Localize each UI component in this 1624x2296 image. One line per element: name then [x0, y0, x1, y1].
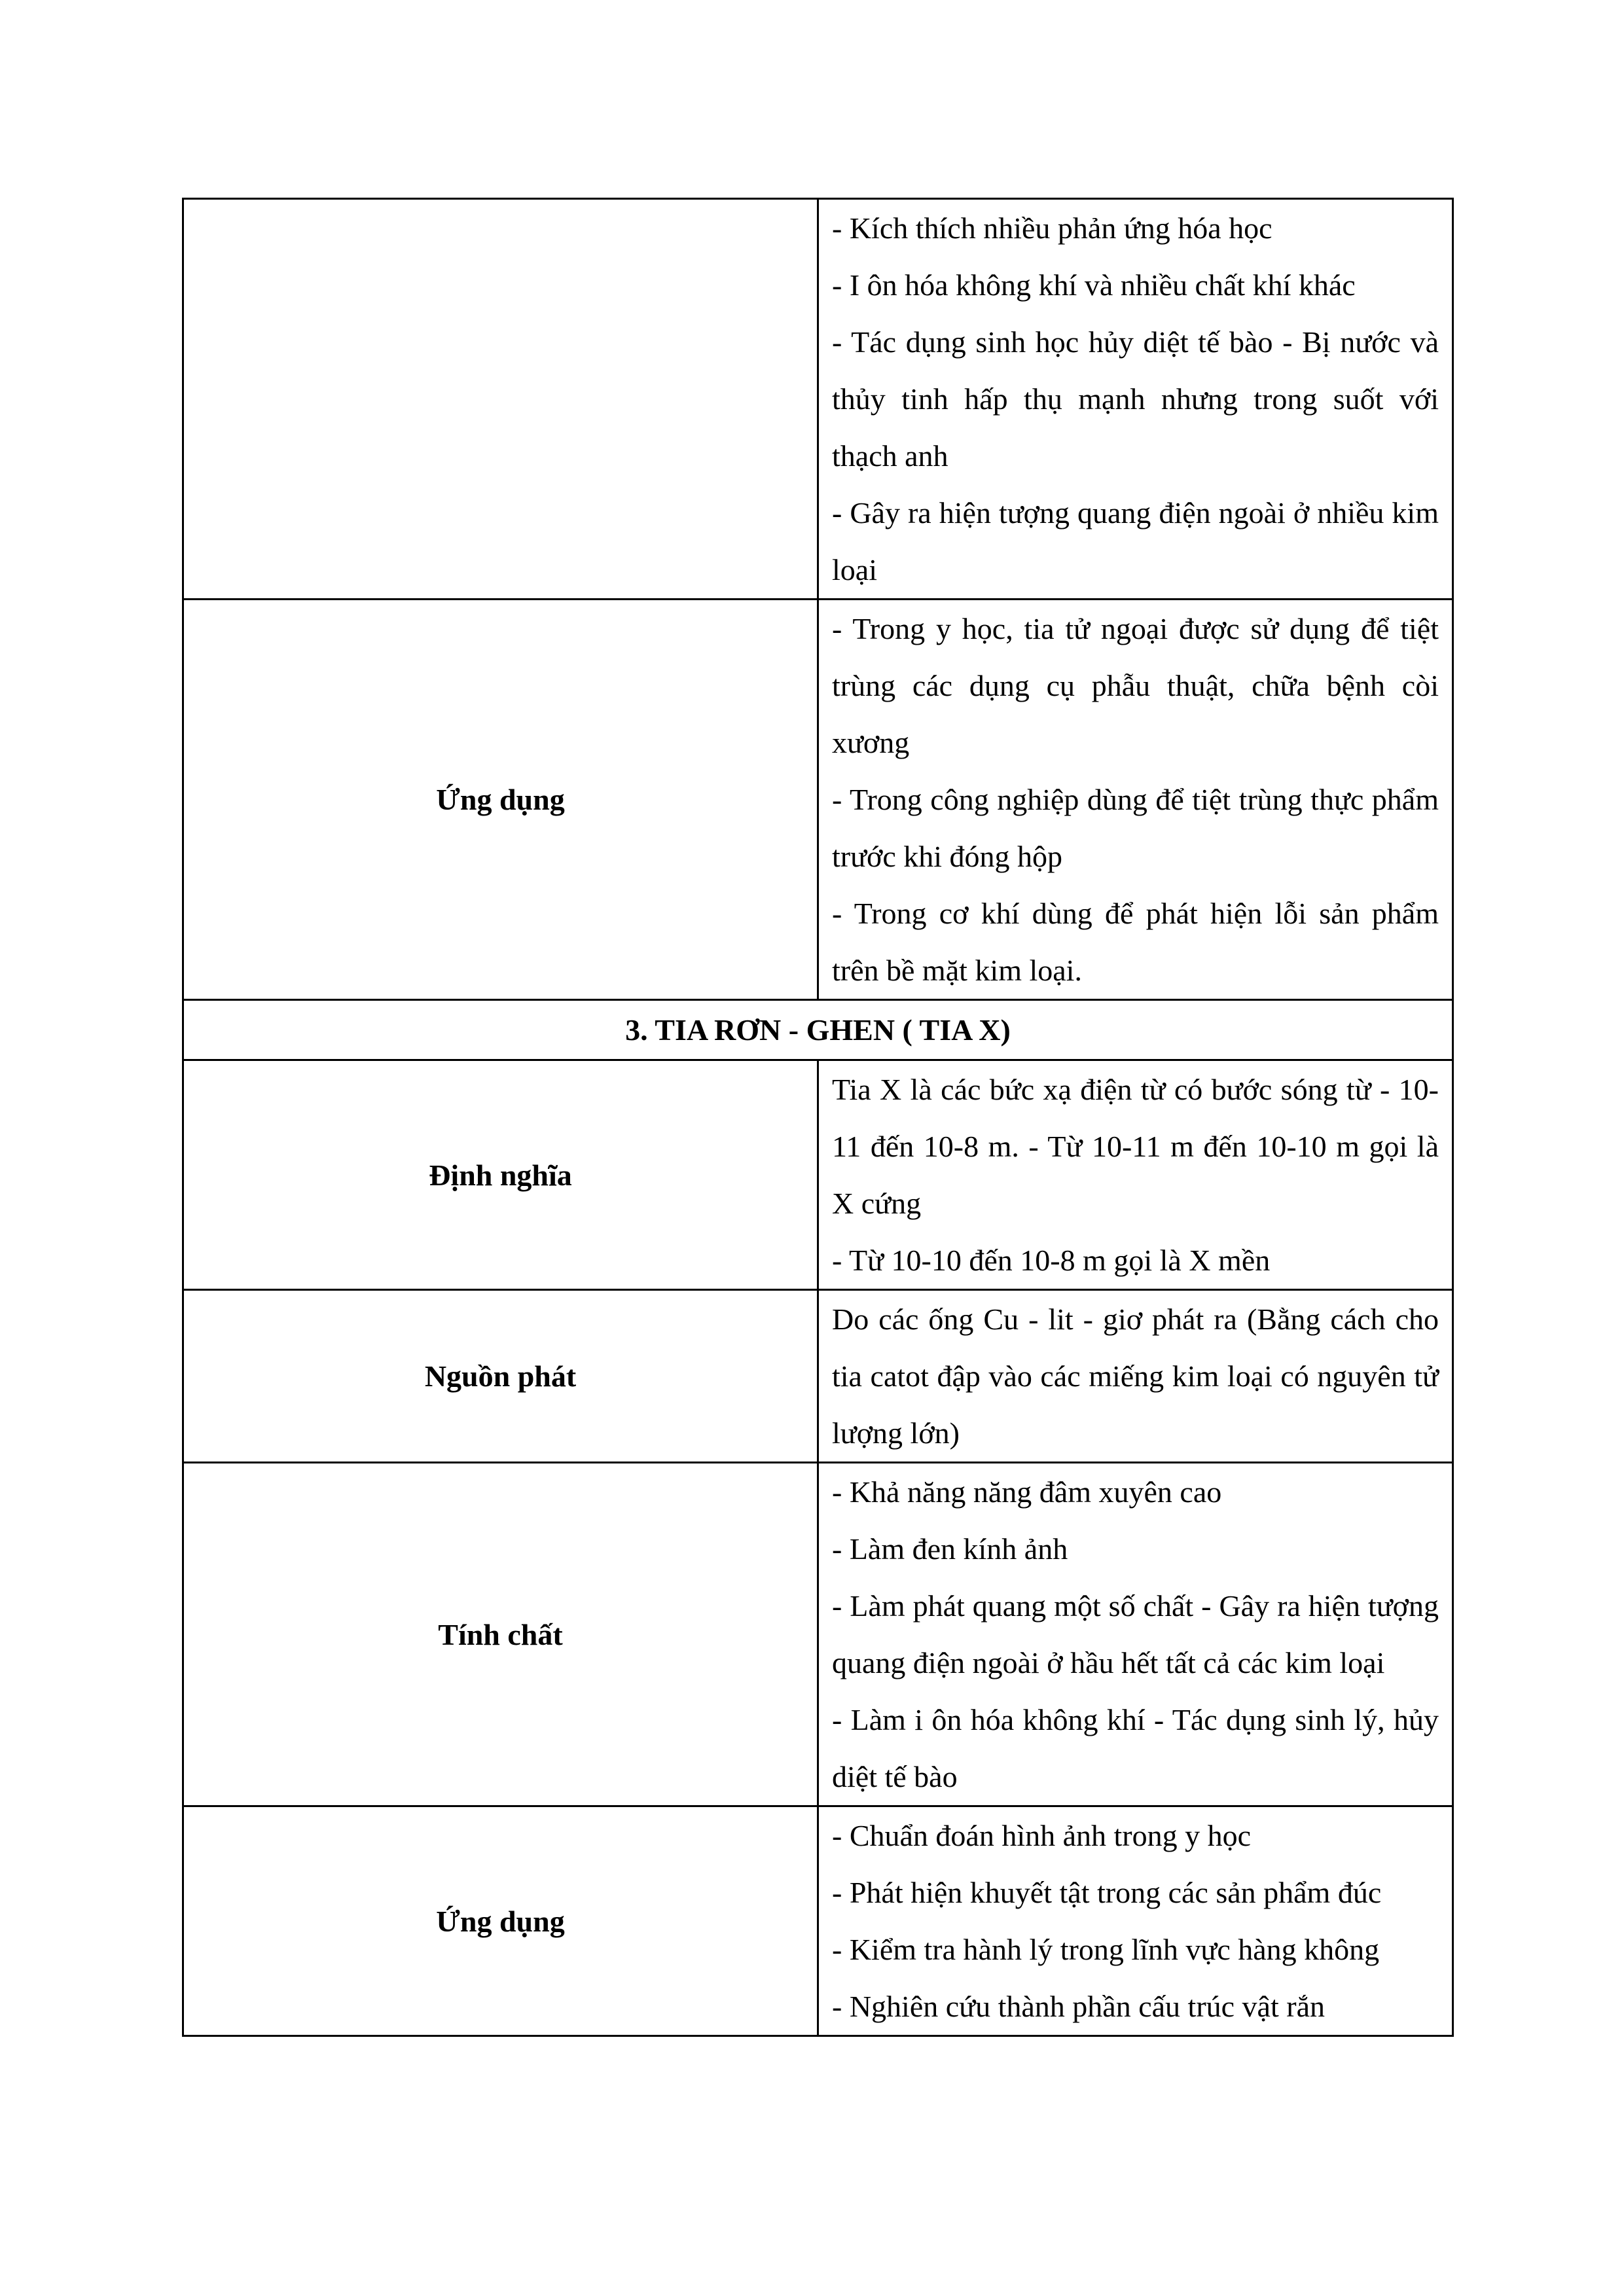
table-row-xray-properties: [183, 1463, 1453, 1806]
row-content: [818, 1463, 1453, 1806]
content-line: - Kích thích nhiều phản ứng hóa học: [832, 211, 1272, 245]
row-content: [818, 1806, 1453, 2036]
content-line: - Trong y học, tia tử ngoại được sử dụng để tiệt trùng các dụng cụ phẫu thuật, chữa bệnh còi xương: [832, 612, 1439, 759]
row-label: Tính chất: [183, 1463, 818, 1806]
properties-table: [182, 198, 1454, 2037]
section-title: 3. TIA RƠN - GHEN ( TIA X): [183, 1000, 1453, 1060]
content-line: - Làm i ôn hóa không khí - Tác dụng sinh lý, hủy diệt tế bào: [832, 1703, 1439, 1793]
table-row-xray-definition: [183, 1060, 1453, 1290]
content-line: - Nghiên cứu thành phần cấu trúc vật rắn: [832, 1990, 1325, 2023]
content-line: - Kiểm tra hành lý trong lĩnh vực hàng không: [832, 1933, 1380, 1966]
content-line: Tia X là các bức xạ điện từ có bước sóng từ - 10-11 đến 10-8 m. - Từ 10-11 m đến 10-10 m gọi là X cứng: [832, 1073, 1439, 1220]
content-line: - Từ 10-10 đến 10-8 m gọi là X mền: [832, 1244, 1271, 1277]
content-line: - Phát hiện khuyết tật trong các sản phẩm đúc: [832, 1876, 1382, 1909]
row-label: Ứng dụng: [183, 1806, 818, 2036]
row-content: [818, 1060, 1453, 1290]
table-row-uv-properties: [183, 199, 1453, 600]
row-content: [818, 1290, 1453, 1463]
table-row-xray-source: [183, 1290, 1453, 1463]
content-line: - Khả năng năng đâm xuyên cao: [832, 1475, 1222, 1509]
row-label: Định nghĩa: [183, 1060, 818, 1290]
row-label: [183, 199, 818, 600]
content-line: - Chuẩn đoán hình ảnh trong y học: [832, 1819, 1252, 1852]
content-line: - Trong cơ khí dùng để phát hiện lỗi sản phẩm trên bề mặt kim loại.: [832, 897, 1439, 987]
table-row-xray-applications: [183, 1806, 1453, 2036]
table-row-section-heading: [183, 1000, 1453, 1060]
content-line: - Trong công nghiệp dùng để tiệt trùng thực phẩm trước khi đóng hộp: [832, 783, 1439, 873]
content-line: - I ôn hóa không khí và nhiều chất khí khác: [832, 268, 1356, 302]
content-line: - Làm phát quang một số chất - Gây ra hiện tượng quang điện ngoài ở hầu hết tất cả các kim loại: [832, 1589, 1439, 1679]
content-line: - Làm đen kính ảnh: [832, 1532, 1068, 1566]
row-label: Ứng dụng: [183, 600, 818, 1000]
content-line: - Tác dụng sinh học hủy diệt tế bào - Bị nước và thủy tinh hấp thụ mạnh nhưng trong suốt với thạch anh: [832, 325, 1439, 473]
table-row-uv-applications: [183, 600, 1453, 1000]
row-content: [818, 600, 1453, 1000]
row-content: [818, 199, 1453, 600]
content-line: Do các ống Cu - lit - giơ phát ra (Bằng cách cho tia catot đập vào các miếng kim loại có nguyên tử lượng lớn): [832, 1302, 1439, 1450]
content-line: - Gây ra hiện tượng quang điện ngoài ở nhiều kim loại: [832, 496, 1439, 586]
row-label: Nguồn phát: [183, 1290, 818, 1463]
